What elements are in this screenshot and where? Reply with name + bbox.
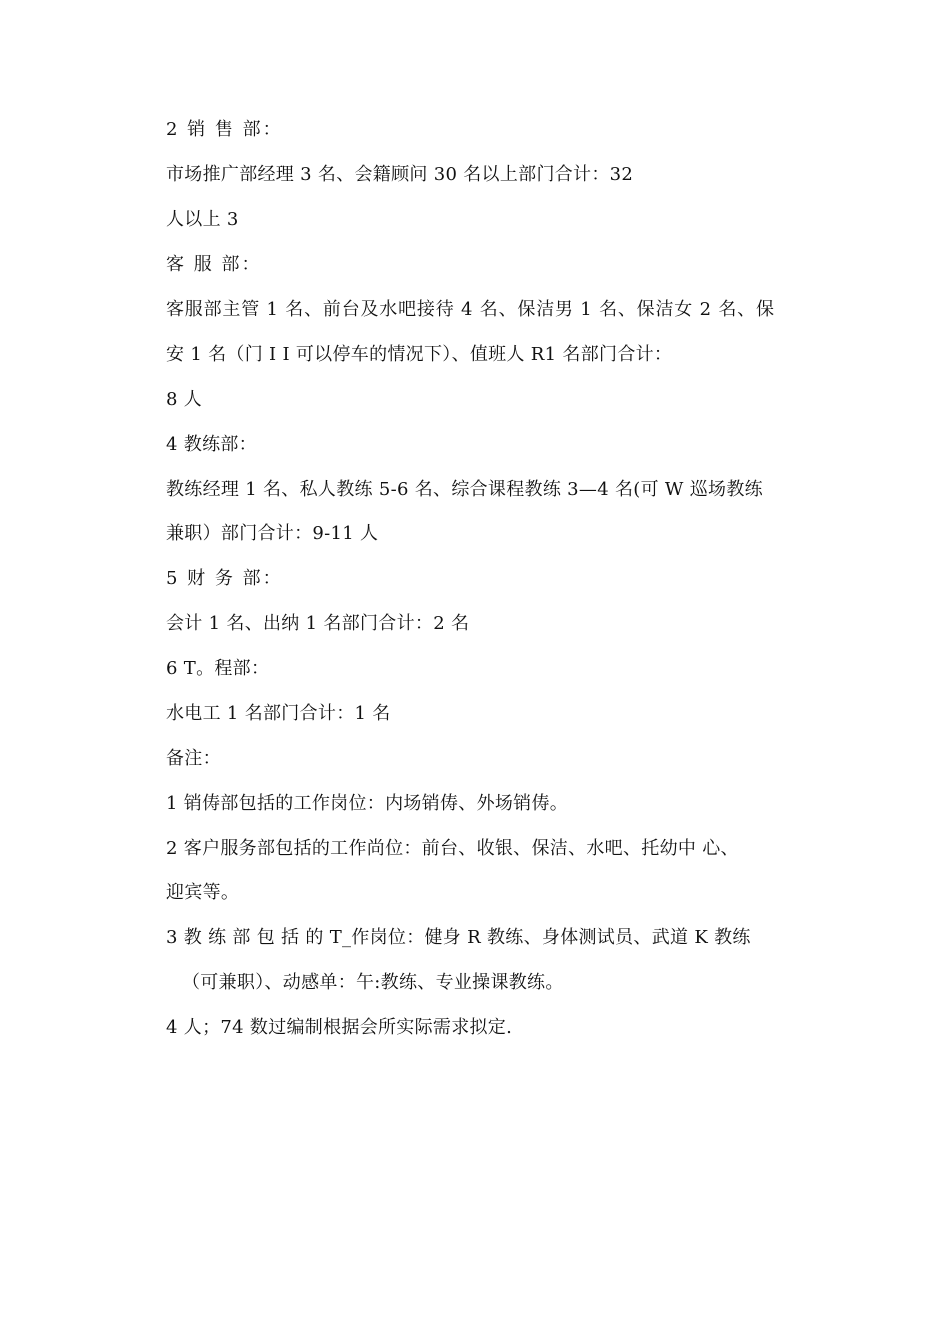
notes-heading: 备注： <box>166 748 221 769</box>
section-heading-sales: 2 销 售 部： <box>166 119 283 140</box>
paragraph-line: 安 1 名（门 I I 可以停车的情况下）、值班人 R1 名部门合计： <box>166 344 673 365</box>
paragraph-line: 8 人 <box>166 389 203 410</box>
section-heading-coaching: 4 教练部： <box>166 434 257 455</box>
section-heading-engineering: 6 T。程部： <box>166 658 270 679</box>
paragraph-line: 教练经理 1 名、私人教练 5-6 名、综合课程教练 3—4 名(可 W 巡场教练 <box>166 479 763 500</box>
paragraph-line: 客服部主管 1 名、前台及水吧接待 4 名、保洁男 1 名、保洁女 2 名、保 <box>166 299 775 320</box>
paragraph-line: 人以上 3 <box>166 209 239 230</box>
paragraph-line: 水电工 1 名部门合计：1 名 <box>166 703 391 724</box>
note-item-continuation: 迎宾等。 <box>166 882 240 903</box>
note-item: 1 销俦部包括的工作岗位：内场销俦、外场销俦。 <box>166 793 569 814</box>
note-item: 4 人；74 数过编制根据会所实际需求拟定. <box>166 1017 513 1038</box>
section-heading-customer-service: 客 服 部： <box>166 254 262 275</box>
paragraph-line: 会计 1 名、出纳 1 名部门合计：2 名 <box>166 613 470 634</box>
paragraph-line: 市场推广部经理 3 名、会籍顾问 30 名以上部门合计：32 <box>166 164 634 185</box>
note-item: 2 客户服务部包括的工作尚位：前台、收银、保洁、水吧、托幼中 心、 <box>166 838 739 859</box>
paragraph-line: 兼职）部门合计：9-11 人 <box>166 523 379 544</box>
note-item-continuation: （可兼职）、动感单：午:教练、专业操课教练。 <box>182 972 564 993</box>
section-heading-finance: 5 财 务 部： <box>166 568 283 589</box>
note-item: 3 教 练 部 包 括 的 T_作岗位：健身 R 教练、身体测试员、武道 K 教练 <box>166 927 751 948</box>
